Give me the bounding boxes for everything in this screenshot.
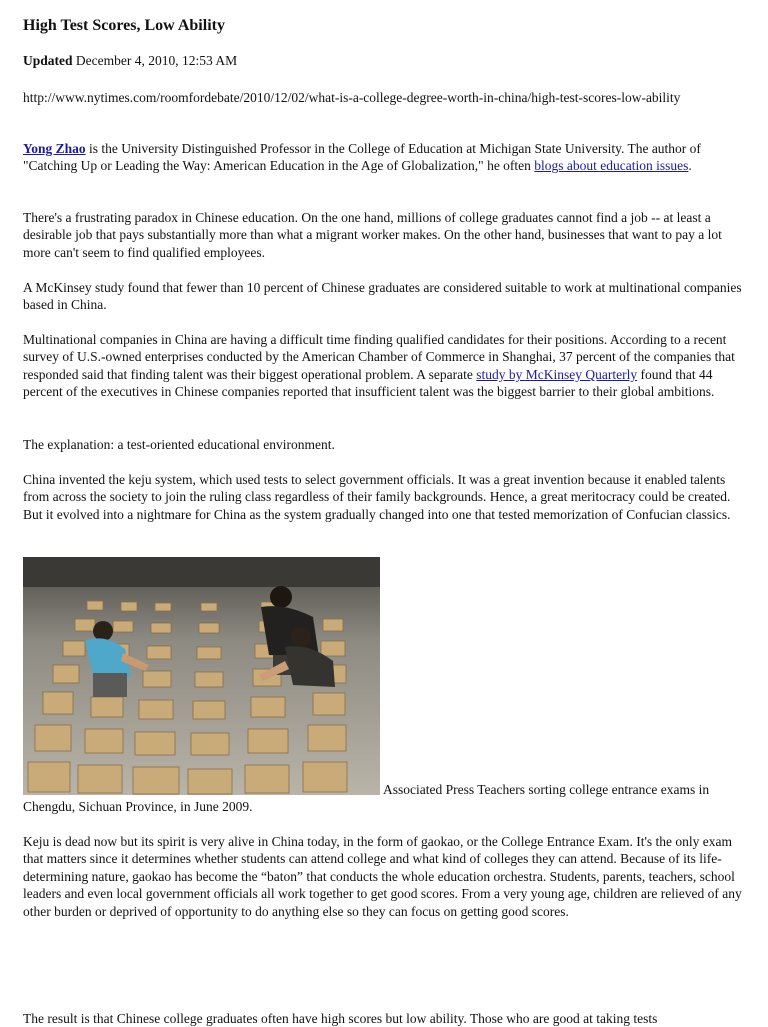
paragraph-6: Keju is dead now but its spirit is very alive in China today, in the form of gaokao, or the College Entrance Exam. It's the only exam that matters since it determines whether students can attend college and what kind of colleges they can attend. Because of its life-determining nature, gaokao has become the “baton” that conducts the whole education orchestra. Students, parents, teachers, school leaders and even local government officials all work together to get good scores. From a very young age, children are relieved of any other burden or deprived of opportunity to do anything else so they can focus on getting good scores. — [23, 834, 742, 919]
mckinsey-study-link[interactable]: study by McKinsey Quarterly — [476, 366, 638, 382]
updated-date: December 4, 2010, 12:53 AM — [72, 53, 238, 68]
photo-illustration — [23, 557, 380, 795]
author-bio-text: is the University Distinguished Professor in the College of Education at Michigan State University. The author of "Catching Up or Leading the Way: American Education in the Age of Globalization," he often — [23, 141, 701, 174]
updated-label: Updated — [23, 53, 73, 68]
paragraph-7: The result is that Chinese college graduates often have high scores but low ability. Those who are good at taking tests — [23, 1011, 658, 1026]
author-bio-end: . — [688, 158, 692, 174]
paragraph-3-end: found that 44 percent of the executives in Chinese companies reported that insufficient talent was the biggest barrier to their global ambitions. — [23, 366, 715, 400]
paragraph-2: A McKinsey study found that fewer than 10 percent of Chinese graduates are considered suitable to work at multinational companies based in China. — [23, 280, 742, 313]
paragraph-5: China invented the keju system, which used tests to select government officials. It was a great invention because it enabled talents from across the society to join the ruling class regardless of their family backgrounds. Hence, a great meritocracy could be created. But it evolved into a nightmare for China as the system gradually changed into one that tested memorization of Confucian classics. — [23, 472, 731, 522]
exam-sorting-photo — [23, 557, 380, 795]
paragraph-1: There's a frustrating paradox in Chinese education. On the one hand, millions of college graduates cannot find a job -- at least a desirable job that pays substantially more than what a migrant worker makes. On the other hand, businesses that want to pay a lot more can't seem to find qualified employees. — [23, 210, 722, 260]
updated-line — [23, 52, 751, 69]
photo-caption-line-1: Associated Press Teachers sorting college entrance exams in — [383, 782, 710, 797]
article-title: High Test Scores, Low Ability — [23, 17, 225, 34]
source-url: http://www.nytimes.com/roomfordebate/2010/12/02/what-is-a-college-degree-worth-in-china/high-test-scores-low-ability — [23, 90, 681, 105]
photo-caption-line-2: Chengdu, Sichuan Province, in June 2009. — [23, 799, 253, 814]
blog-link[interactable]: blogs about education issues — [534, 158, 689, 174]
author-bio — [23, 140, 751, 175]
paragraph-4: The explanation: a test-oriented educational environment. — [23, 437, 335, 452]
author-link[interactable]: Yong Zhao — [23, 141, 86, 156]
paragraph-3 — [23, 331, 751, 401]
paragraph-3-text: Multinational companies in China are having a difficult time finding qualified candidates for their positions. According to a recent survey of U.S.-owned enterprises conducted by the American Chamber of Commerce in Shanghai, 37 percent of the companies that responded said that finding talent was their biggest operational problem. A separate — [23, 332, 735, 382]
